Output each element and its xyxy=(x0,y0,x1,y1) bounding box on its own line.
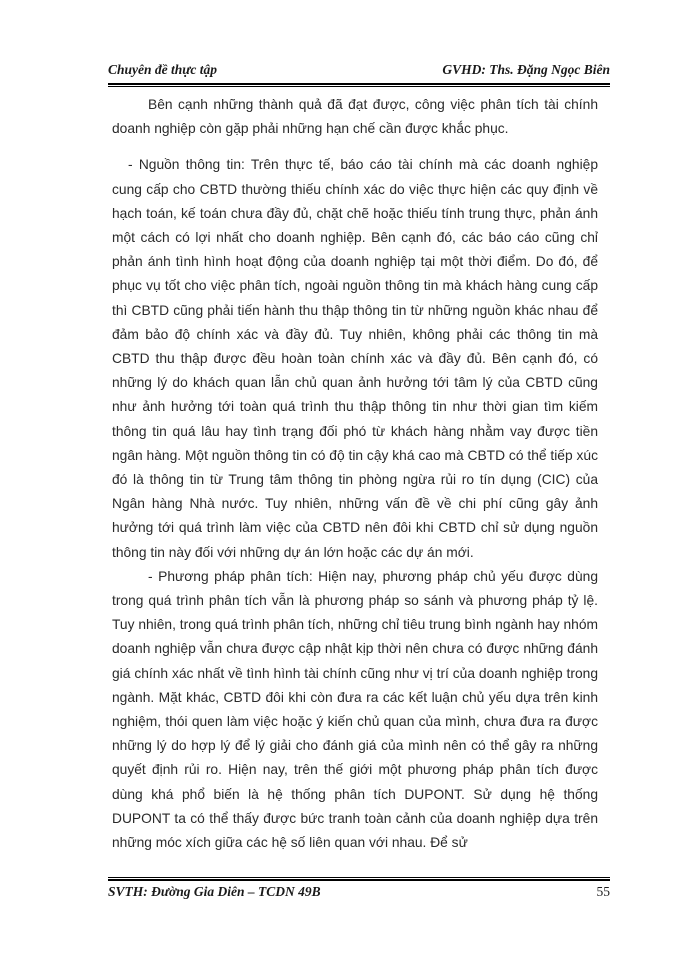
header-divider xyxy=(108,83,610,87)
paragraph-intro: Bên cạnh những thành quả đã đạt được, công việc phân tích tài chính doanh nghiệp còn gặp phải những hạn chế cần được khắc phục. xyxy=(112,97,598,137)
page-header xyxy=(108,62,610,82)
header-document-title: Chuyên đề thực tập xyxy=(108,62,217,77)
footer-divider xyxy=(108,877,610,881)
header-supervisor: GVHD: Ths. Đặng Ngọc Biên xyxy=(442,62,610,77)
paragraph-information-sources: - Nguồn thông tin: Trên thực tế, báo cáo tài chính mà các doanh nghiệp cung cấp cho CBTD thường thiếu chính xác do việc thực hiện các quy định về hạch toán, kế toán chưa đầy đủ, chặt chẽ hoặc thiếu tính trung thực, phản ánh một cách có lợi nhất cho doanh nghiệp. Bên cạnh đó, các báo cáo cũng chỉ phản ánh tình hình hoạt động của doanh nghiệp tại một thời điểm. Do đó, để phục vụ tốt cho việc phân tích, ngoài nguồn thông tin mà khách hàng cung cấp thì CBTD cũng phải tiến hành thu thập thông tin từ những nguồn khác nhau để đảm bảo độ chính xác và đầy đủ. Tuy nhiên, không phải các thông tin mà CBTD thu thập được đều hoàn toàn chính xác và đầy đủ. Bên cạnh đó, có những lý do khách quan lẫn chủ quan ảnh hưởng tới tâm lý của CBTD cũng như ảnh hưởng tới toàn quá trình thu thập thông tin như thời gian tìm kiếm thông tin quá lâu hay tình trạng đối phó từ khách hàng nhằm vay được tiền ngân hàng. Một nguồn thông tin có độ tin cậy khá cao mà CBTD có thể tiếp xúc đó là thông tin từ Trung tâm thông tin phòng ngừa rủi ro tín dụng (CIC) của Ngân hàng Nhà nước. Tuy nhiên, những vấn đề về chi phí cũng gây ảnh hưởng tới quá trình làm việc của CBTD nên đôi khi CBTD chỉ sử dụng nguồn thông tin này đối với những dự án lớn hoặc các dự án mới. xyxy=(112,157,598,560)
footer-student: SVTH: Đường Gia Diên – TCDN 49B xyxy=(108,884,321,899)
paragraph-analysis-methods: - Phương pháp phân tích: Hiện nay, phương pháp chủ yếu được dùng trong quá trình phân tích vẫn là phương pháp so sánh và phương pháp tỷ lệ. Tuy nhiên, trong quá trình phân tích, những chỉ tiêu trung bình ngành hay nhóm doanh nghiệp vẫn chưa được cập nhật kịp thời nên chưa có được những đánh giá chính xác nhất về tình hình tài chính cũng như vị trí của doanh nghiệp trong ngành. Mặt khác, CBTD đôi khi còn đưa ra các kết luận chủ yếu dựa trên kinh nghiệm, thói quen làm việc hoặc ý kiến chủ quan của mình, chưa đưa ra được những lý do hợp lý để lý giải cho đánh giá của mình nên có thể gây ra những quyết định rủi ro. Hiện nay, trên thế giới một phương pháp phân tích được dùng khá phổ biến là hệ thống phân tích DUPONT. Sử dụng hệ thống DUPONT ta có thể thấy được bức tranh toàn cảnh của doanh nghiệp dựa trên những móc xích giữa các hệ số liên quan với nhau. Để sử xyxy=(112,568,598,851)
page-footer xyxy=(108,884,610,904)
page-number: 55 xyxy=(596,884,610,899)
document-body xyxy=(112,93,598,855)
